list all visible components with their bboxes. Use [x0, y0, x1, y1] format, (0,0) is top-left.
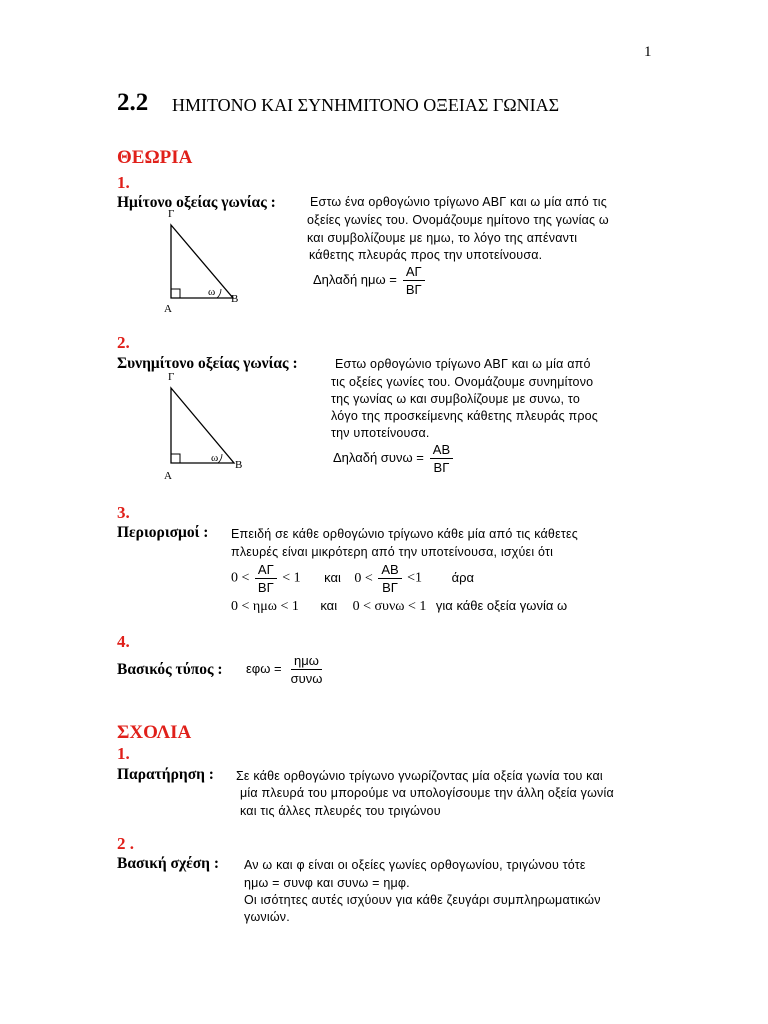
comments-heading: ΣΧΟΛΙΑ	[117, 722, 192, 743]
comments-item1-line1: Σε κάθε ορθογώνιο τρίγωνο γνωρίζοντας μία οξεία γωνία του και	[236, 769, 603, 783]
sin-bound: 0 < ημω < 1	[231, 599, 299, 614]
section-number: 2.2	[117, 89, 149, 116]
angle-arc	[218, 454, 222, 463]
right-angle-mark	[171, 289, 180, 298]
comments-item2-label: Βασική σχέση :	[117, 855, 219, 872]
angle-label: ω	[208, 286, 216, 298]
fraction	[430, 442, 453, 475]
comments-item1-line2: μία πλευρά του μπορούμε να υπολογίσουμε την άλλη οξεία γωνία	[240, 786, 614, 800]
theory-item2-line1: Εστω ορθογώνιο τρίγωνο ΑΒΓ και ω μία από	[335, 357, 591, 371]
final-inequality-row	[231, 598, 567, 615]
fraction-denominator: ΒΓ	[433, 460, 450, 475]
theory-item1-line3: και συμβολίζουμε με ημω, το λόγο της απέναντι	[307, 231, 578, 245]
comments-item1-number: 1.	[117, 744, 130, 763]
theory-item2-number: 2.	[117, 333, 130, 352]
theory-item2-line3: της γωνίας ω και συμβολίζουμε με συνω, το	[331, 392, 581, 406]
ineq1-pre: 0 <	[231, 570, 250, 586]
comments-item2-number: 2 .	[117, 834, 134, 853]
theory-heading: ΘΕΩΡΙΑ	[117, 147, 193, 168]
triangle-shape	[171, 388, 234, 463]
theory-item1-line1: Εστω ένα ορθογώνιο τρίγωνο ΑΒΓ και ω μία από τις	[310, 195, 607, 209]
comments-item1-label: Παρατήρηση :	[117, 766, 214, 783]
fraction-numerator: ΑΒ	[430, 442, 453, 459]
fraction	[288, 653, 326, 686]
theory-item2-label: Συνημίτονο οξείας γωνίας :	[117, 355, 298, 372]
vertex-label-right: Β	[231, 293, 239, 305]
theory-item1-line2: οξείες γωνίες του. Ονομάζουμε ημίτονο της γωνίας ω	[307, 213, 609, 227]
fraction-denominator: ΒΓ	[257, 580, 274, 595]
and-word: και	[320, 598, 338, 613]
inequality-row	[231, 562, 474, 595]
theory-item3-label: Περιορισμοί :	[117, 524, 209, 541]
vertex-label-top: Γ	[168, 371, 175, 383]
theory-item4-number: 4.	[117, 632, 130, 651]
theory-item3-number: 3.	[117, 503, 130, 522]
theory-item4-formula	[246, 653, 327, 686]
theory-item2-formula	[333, 442, 455, 475]
angle-label: ω	[211, 452, 219, 464]
theory-item3-line1: Επειδή σε κάθε ορθογώνιο τρίγωνο κάθε μία από τις κάθετες	[231, 527, 578, 541]
theory-item1-formula	[313, 264, 427, 297]
and-word: και	[324, 569, 341, 585]
theory-item1-line4: κάθετης πλευράς προς την υποτείνουσα.	[309, 248, 543, 262]
fraction-denominator: ΒΓ	[382, 580, 398, 595]
comments-item2-line3: Οι ισότητες αυτές ισχύουν για κάθε ζευγάρι συμπληρωματικών	[244, 893, 601, 907]
formula-prefix: Δηλαδή ημω =	[313, 272, 397, 288]
formula-prefix: εφω =	[246, 661, 282, 677]
right-triangle-diagram-2	[155, 368, 260, 485]
vertex-label-top: Γ	[168, 208, 175, 220]
vertex-label-right: Β	[235, 459, 243, 471]
fraction-numerator: ΑΓ	[255, 562, 277, 579]
comments-item2-line2: ημω = συνφ και συνω = ημφ.	[244, 876, 410, 890]
vertex-label-left: Α	[164, 470, 172, 482]
triangle-shape	[171, 225, 233, 298]
ineq1-fraction	[255, 562, 277, 595]
ineq2-fraction	[378, 562, 401, 595]
page-title: ΗΜΙΤΟΝΟ ΚΑΙ ΣΥΝΗΜΙΤΟΝΟ ΟΞΕΙΑΣ ΓΩΝΙΑΣ	[172, 95, 560, 115]
theory-item2-line4: λόγο της προσκείμενης κάθετης πλευράς προς	[331, 409, 599, 423]
formula-prefix: Δηλαδή συνω =	[333, 450, 424, 466]
ineq2-post: <1	[407, 570, 423, 586]
theory-item1-number: 1.	[117, 173, 130, 192]
fraction-denominator: συνω	[290, 671, 323, 686]
for-every-acute: για κάθε οξεία γωνία ω	[435, 598, 568, 613]
fraction-denominator: ΒΓ	[405, 282, 422, 297]
fraction-numerator: ΑΓ	[403, 264, 425, 281]
theory-item4-label: Βασικός τύπος :	[117, 661, 223, 678]
ineq1-post: < 1	[282, 570, 301, 586]
vertex-label-left: Α	[164, 303, 172, 315]
theory-item1-label: Ημίτονο οξείας γωνίας :	[117, 194, 276, 211]
angle-arc	[217, 289, 221, 298]
right-angle-mark	[171, 454, 180, 463]
right-triangle-diagram-1	[155, 205, 255, 320]
comments-item2-line1: Αν ω και φ είναι οι οξείες γωνίες ορθογωνίου, τριγώνου τότε	[244, 858, 586, 872]
fraction-numerator: ΑΒ	[378, 562, 401, 579]
cos-bound: 0 < συνω < 1	[352, 599, 427, 614]
ara-word: άρα	[451, 569, 474, 585]
comments-item1-line3: και τις άλλες πλευρές του τριγώνου	[240, 804, 441, 818]
fraction-numerator: ημω	[291, 653, 322, 670]
theory-item3-line2: πλευρές είναι μικρότερη από την υποτείνουσα, ισχύει ότι	[231, 545, 554, 559]
comments-item2-line4: γωνιών.	[244, 910, 290, 924]
fraction	[403, 264, 425, 297]
theory-item2-line2: τις οξείες γωνίες του. Ονομάζουμε συνημίτονο	[331, 375, 594, 389]
ineq2-pre: 0 <	[354, 570, 373, 586]
theory-item2-line5: την υποτείνουσα.	[331, 426, 430, 440]
page-number: 1	[644, 44, 652, 60]
